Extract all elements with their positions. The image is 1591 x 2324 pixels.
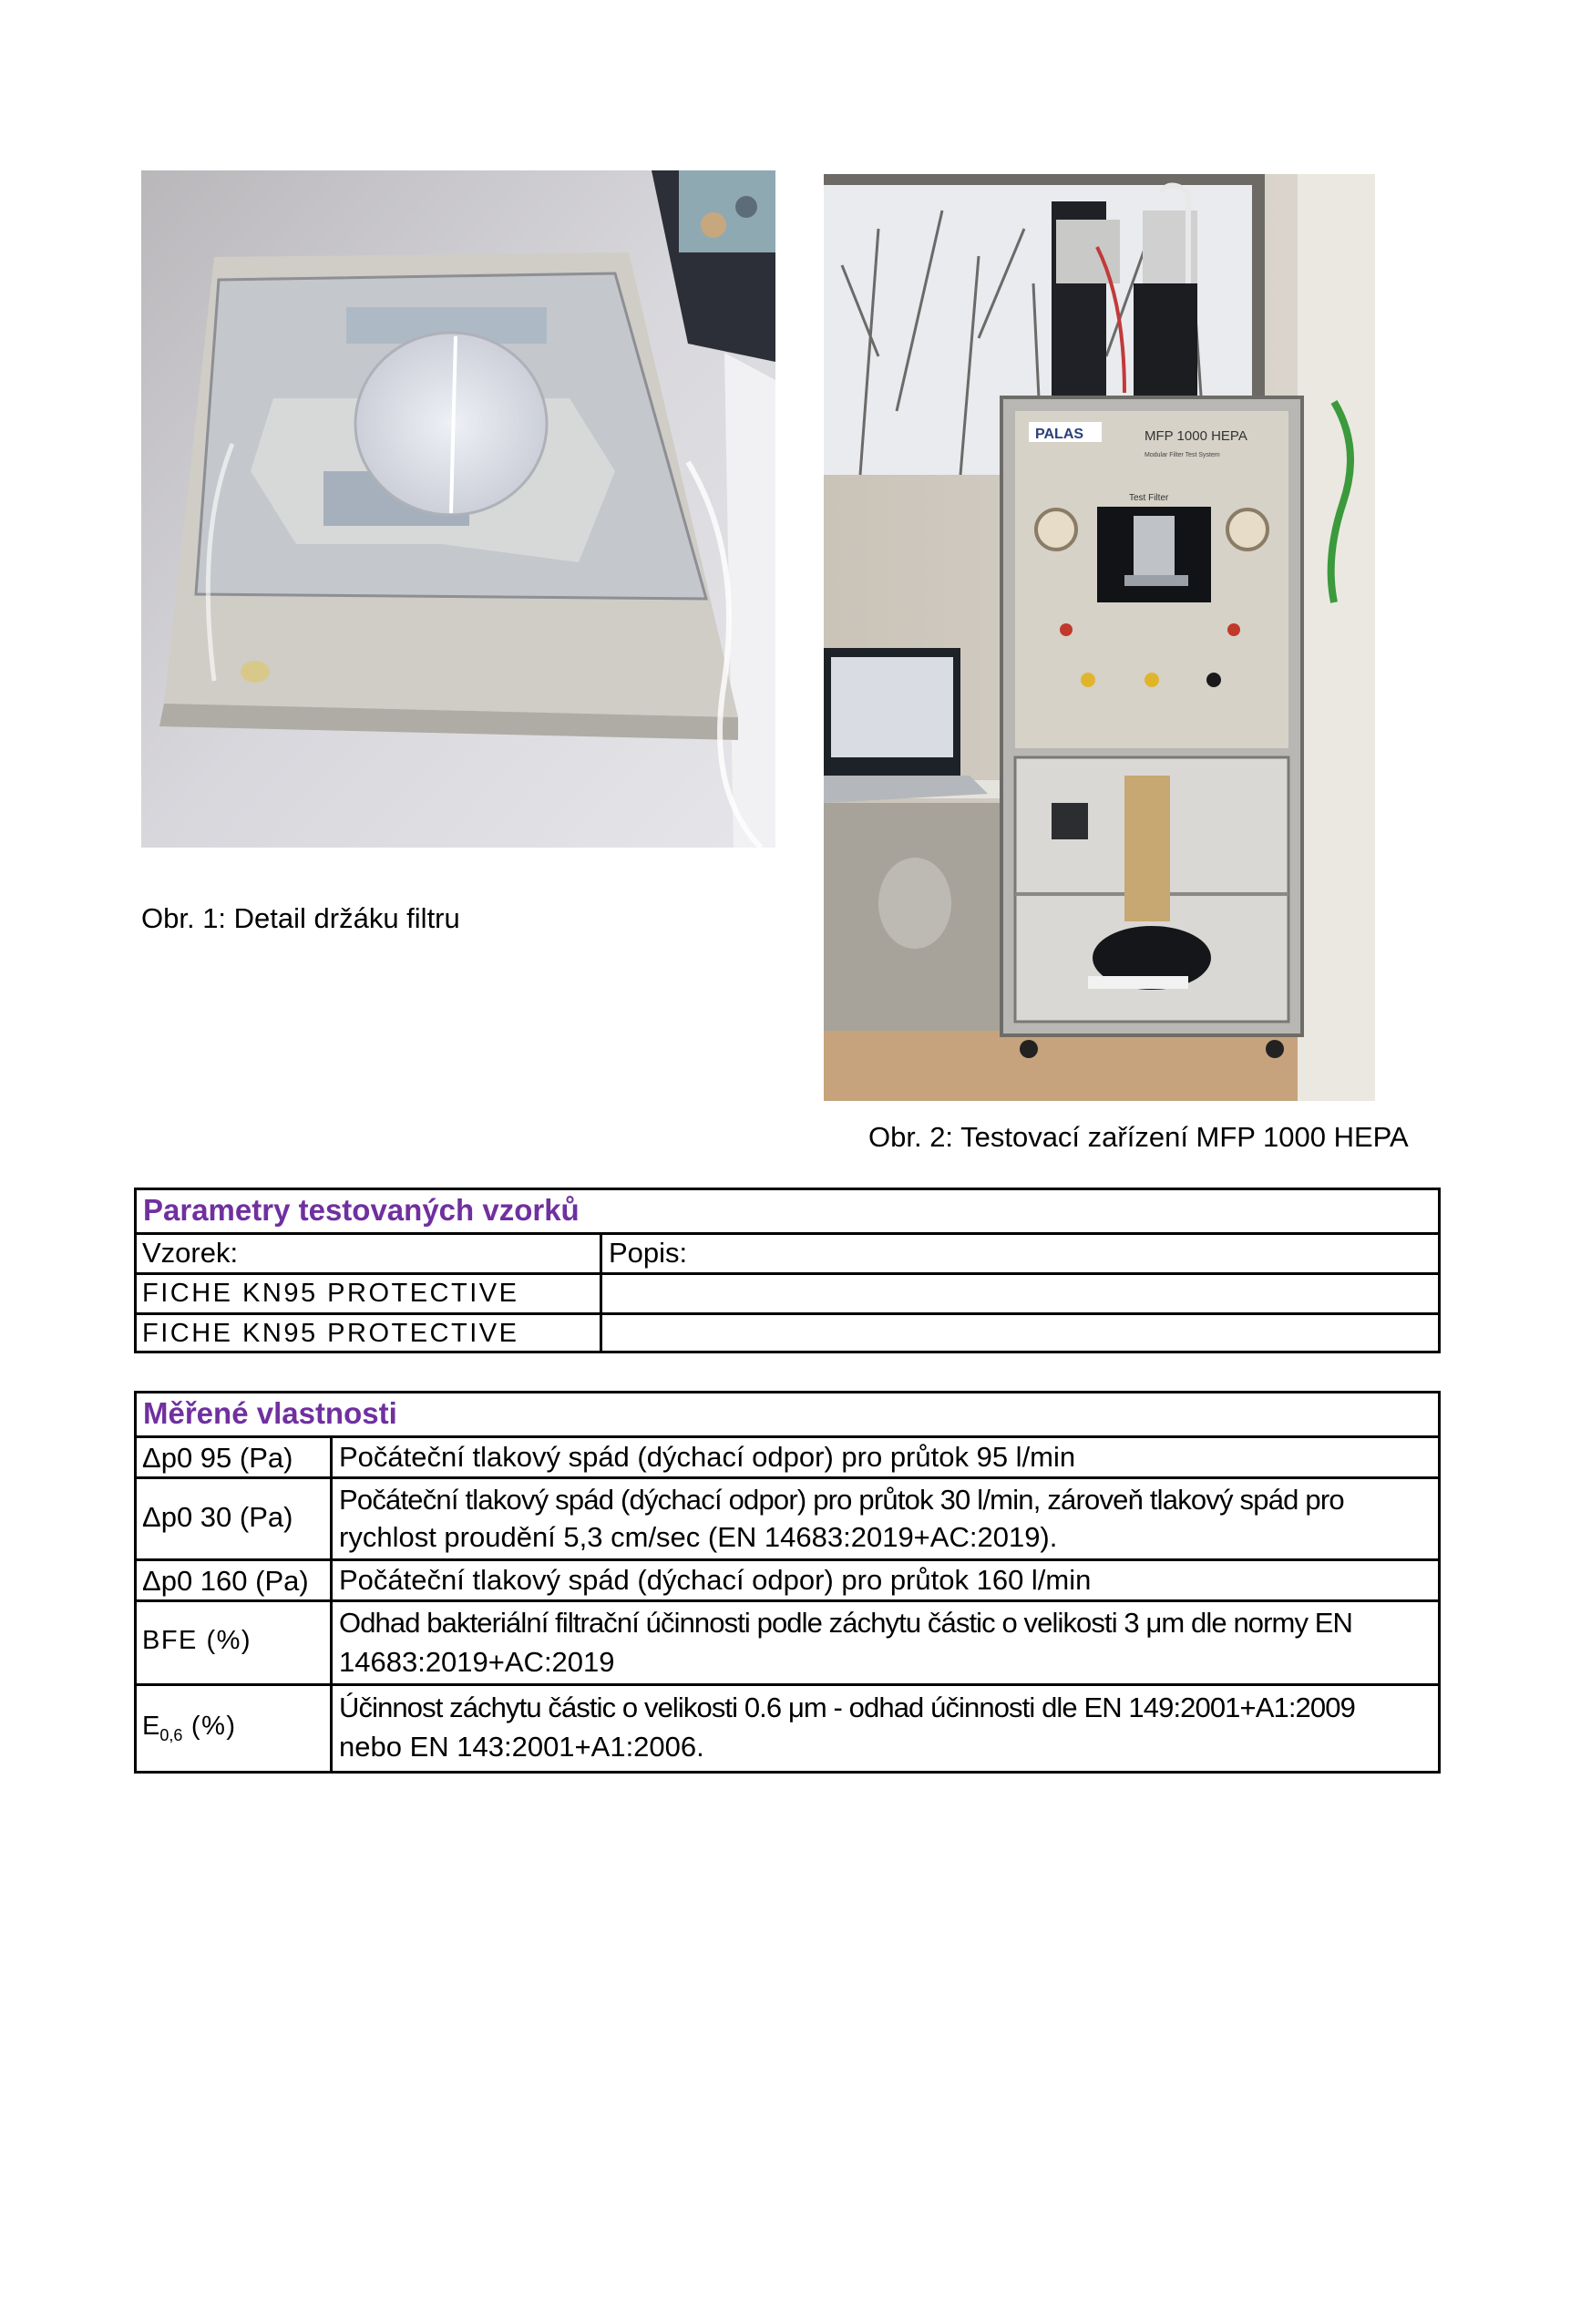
filter-holder-photo (141, 170, 775, 848)
sample-name: FICHE KN95 PROTECTIVE (142, 1279, 519, 1308)
device-model-label: MFP 1000 HEPA (1144, 428, 1247, 444)
samples-table (134, 1188, 1441, 1353)
parameter-symbol: E (142, 1712, 160, 1741)
parameter-description-line: rychlost proudění 5,3 cm/sec (EN 14683:2019+AC:2019). (339, 1521, 1058, 1553)
samples-table-title: Parametry testovaných vzorků (143, 1193, 580, 1227)
parameter-label (142, 1712, 237, 1745)
parameter-label: BFE (%) (142, 1626, 252, 1655)
parameter-label: Δp0 160 (Pa) (142, 1565, 309, 1597)
parameter-label: Δp0 95 (Pa) (142, 1442, 293, 1474)
parameter-unit: (%) (182, 1712, 237, 1741)
sample-name: FICHE KN95 PROTECTIVE (142, 1319, 519, 1348)
test-device-illustration (824, 174, 1375, 1101)
parameter-description-line: Odhad bakteriální filtrační účinnosti podle záchytu částic o velikosti 3 μm dle normy EN (339, 1607, 1353, 1639)
properties-table-title: Měřené vlastnosti (143, 1396, 397, 1430)
parameter-description-line: Počáteční tlakový spád (dýchací odpor) pro průtok 30 l/min, zároveň tlakový spád pro (339, 1484, 1344, 1516)
device-subtitle-label: Modular Filter Test System (1144, 452, 1220, 458)
figure-2-caption: Obr. 2: Testovací zařízení MFP 1000 HEPA (868, 1121, 1409, 1153)
table-row (137, 1272, 1438, 1312)
parameter-description: Počáteční tlakový spád (dýchací odpor) pro průtok 95 l/min (339, 1441, 1076, 1473)
properties-table (134, 1391, 1441, 1774)
figure-1-caption: Obr. 1: Detail držáku filtru (141, 902, 460, 934)
column-divider (330, 1435, 333, 1774)
sample-column-header: Vzorek: (142, 1237, 239, 1269)
filter-holder-illustration (141, 170, 775, 848)
table-row (137, 1312, 1438, 1353)
samples-header-row (137, 1232, 1438, 1272)
parameter-description: Počáteční tlakový spád (dýchací odpor) pro průtok 160 l/min (339, 1564, 1092, 1596)
parameter-description-line: nebo EN 143:2001+A1:2006. (339, 1731, 704, 1763)
column-divider (600, 1232, 602, 1353)
palas-logo-text: PALAS (1035, 427, 1084, 442)
test-device-photo (824, 174, 1375, 1101)
test-filter-label: Test Filter (1129, 493, 1169, 503)
description-column-header: Popis: (609, 1237, 688, 1269)
parameter-subscript: 0,6 (159, 1725, 183, 1744)
parameter-description-line: Účinnost záchytu částic o velikosti 0.6 μm - odhad účinnosti dle EN 149:2001+A1:2009 (339, 1692, 1355, 1723)
parameter-description-line: 14683:2019+AC:2019 (339, 1646, 615, 1678)
parameter-label: Δp0 30 (Pa) (142, 1501, 293, 1533)
